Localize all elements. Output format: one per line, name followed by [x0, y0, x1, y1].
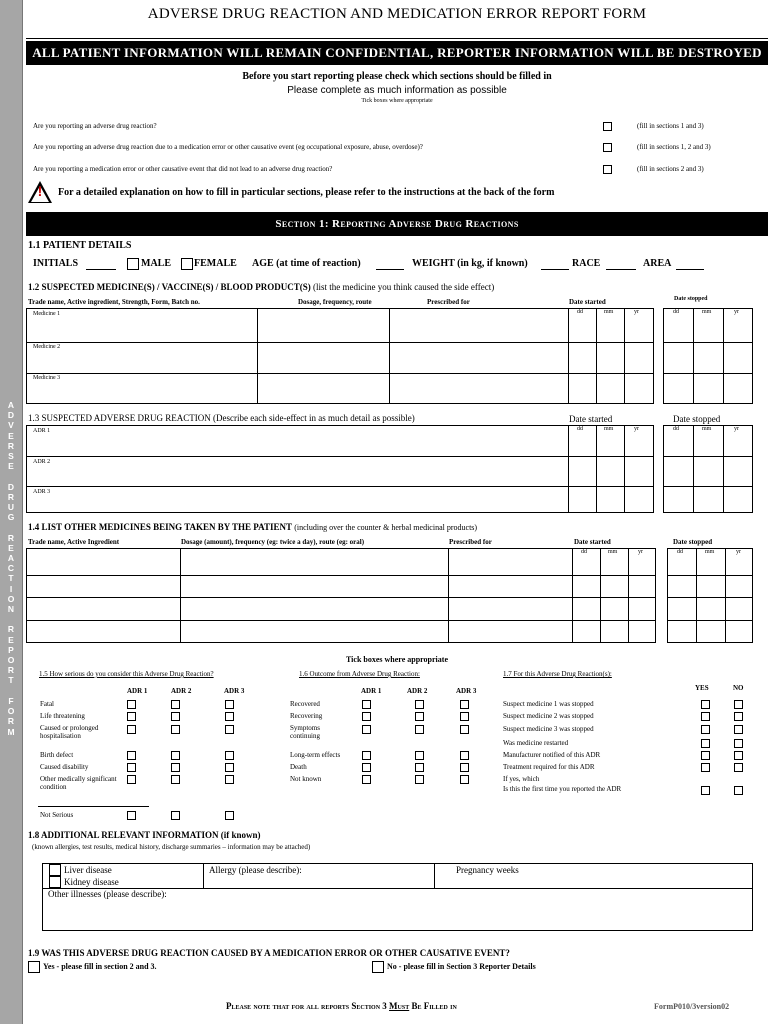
s14-col-trade: Trade name, Active Ingredient	[28, 538, 120, 546]
sidebar-letter: O	[7, 706, 15, 717]
s15-hospital-adr3[interactable]	[225, 725, 234, 734]
sidebar-letter: T	[8, 675, 14, 686]
s12-stopped-row-divider	[663, 373, 753, 374]
s15-birth-adr2[interactable]	[171, 751, 180, 760]
s16-death-adr1[interactable]	[362, 763, 371, 772]
s16-row-recovered: Recovered	[290, 700, 320, 708]
sidebar-letter	[0, 614, 22, 624]
form-sidebar	[0, 0, 23, 1024]
age-label: AGE (at time of reaction)	[252, 258, 361, 269]
s15-heading: 1.5 How serious do you consider this Adverse Drug Reaction?	[39, 670, 214, 678]
kidney-disease-label: Kidney disease	[64, 877, 119, 887]
s12-stop-dd: dd	[673, 309, 679, 315]
s18-note: (known allergies, test results, medical history, discharge summaries – information may be attached)	[32, 843, 311, 851]
s13-heading: 1.3 SUSPECTED ADVERSE DRUG REACTION	[28, 413, 211, 423]
s14-heading-wrap	[28, 522, 477, 532]
tick-boxes-note: Tick boxes where appropriate	[345, 655, 448, 664]
s16-row-recovering: Recovering	[290, 712, 323, 720]
s12-stopped-row-divider	[663, 342, 753, 343]
s14-col-prescribed: Prescribed for	[449, 538, 492, 546]
s11-heading: 1.1 PATIENT DETAILS	[28, 240, 132, 251]
s14-heading: 1.4 LIST OTHER MEDICINES BEING TAKEN BY THE PATIENT	[28, 522, 292, 532]
s12-col-dosage: Dosage, frequency, route	[298, 298, 372, 306]
s17-treatment-yes[interactable]	[701, 763, 710, 772]
male-checkbox[interactable]	[127, 258, 139, 270]
s15-row-life: Life threatening	[40, 712, 85, 720]
s13-col-stopped: Date stopped	[673, 414, 721, 424]
s17-med1-no[interactable]	[734, 700, 743, 709]
s17-row-which: If yes, which	[503, 775, 540, 783]
sidebar-letter: C	[7, 563, 15, 574]
area-field[interactable]	[676, 269, 704, 270]
section-1-header: Section 1: Reporting Adverse Drug Reactions	[26, 212, 768, 236]
s16-not-known-adr3[interactable]	[460, 775, 469, 784]
s16-not-known-adr1[interactable]	[362, 775, 371, 784]
s13-stopped-divider	[723, 425, 724, 513]
s13-divider	[568, 425, 569, 513]
s16-longterm-adr3[interactable]	[460, 751, 469, 760]
s13-yr: yr	[634, 426, 639, 432]
s14-stopped-table	[667, 548, 753, 643]
form-title: ADVERSE DRUG REACTION AND MEDICATION ERROR REPORT FORM	[147, 6, 647, 22]
medicine-3-label: Medicine 3	[33, 375, 61, 381]
s14-divider	[572, 548, 573, 643]
form-id: FormP010/3version02	[654, 1002, 730, 1011]
sidebar-letter: R	[7, 716, 15, 727]
s15-birth-adr1[interactable]	[127, 751, 136, 760]
s17-col-yes: YES	[695, 684, 709, 692]
sidebar-letter: P	[8, 644, 14, 655]
question-3: Are you reporting a medication error or other causative event that did not lead to an adverse drug reaction?	[33, 165, 333, 173]
question-2: Are you reporting an adverse drug reaction due to a medication error or other causative event (eg occupational exposure, abuse, overdose)?	[33, 143, 423, 151]
sidebar-letter: R	[7, 624, 15, 635]
s17-med2-no[interactable]	[734, 712, 743, 721]
s16-row-death: Death	[290, 763, 307, 771]
allergy-label: Allergy (please describe):	[209, 865, 302, 875]
s15-row-birth: Birth defect	[40, 751, 74, 759]
s12-dd: dd	[577, 309, 583, 315]
s17-heading: 1.7 For this Adverse Drug Reaction(s):	[503, 670, 612, 678]
adr-2-label: ADR 2	[33, 459, 51, 465]
s18-divider	[434, 863, 435, 888]
sidebar-vertical-title	[0, 400, 22, 737]
s14-stop-mm: mm	[705, 549, 715, 555]
s14-stop-dd: dd	[677, 549, 683, 555]
s14-divider	[180, 548, 181, 643]
sidebar-letter: D	[7, 410, 15, 421]
question-1-checkbox[interactable]	[603, 122, 612, 131]
s12-divider	[257, 308, 258, 404]
s15-birth-adr3[interactable]	[225, 751, 234, 760]
s17-med3-no[interactable]	[734, 725, 743, 734]
s15-fatal-adr1[interactable]	[127, 700, 136, 709]
weight-field[interactable]	[541, 269, 569, 270]
s15-hospital-adr2[interactable]	[171, 725, 180, 734]
sidebar-letter: D	[7, 481, 15, 492]
s12-divider	[568, 308, 569, 404]
race-label: RACE	[572, 258, 601, 269]
s14-table	[26, 548, 656, 643]
intro-line-2: Please complete as much information as possible	[287, 85, 507, 96]
s14-dd: dd	[581, 549, 587, 555]
s17-med1-yes[interactable]	[701, 700, 710, 709]
sidebar-letter: S	[8, 451, 14, 462]
s12-divider	[596, 308, 597, 404]
s18-heading: 1.8 ADDITIONAL RELEVANT INFORMATION (if known)	[28, 830, 261, 840]
s16-row-not-known: Not known	[290, 775, 322, 783]
s16-col-adr1: ADR 1	[361, 687, 382, 695]
warning-exclamation-icon: !	[37, 183, 43, 199]
sidebar-letter: R	[7, 665, 15, 676]
s17-treatment-no[interactable]	[734, 763, 743, 772]
s13-col-started: Date started	[569, 414, 613, 424]
s16-row-symptoms: Symptoms continuing	[290, 724, 320, 740]
s14-stop-yr: yr	[736, 549, 741, 555]
footer-note	[226, 1001, 457, 1011]
s12-divider	[624, 308, 625, 404]
footer-note-pre: Please note that for all reports Section 3	[226, 1001, 387, 1011]
sidebar-letter: G	[7, 512, 15, 523]
liver-disease-checkbox[interactable]	[49, 864, 61, 876]
s15-row-hospital: Caused or prolonged hospitalisation	[40, 724, 99, 740]
sidebar-letter: U	[7, 502, 15, 513]
sidebar-letter: E	[8, 430, 14, 441]
s12-stopped-divider	[723, 308, 724, 404]
sidebar-letter: N	[7, 604, 15, 615]
s12-stop-yr: yr	[734, 309, 739, 315]
s15-hospital-adr1[interactable]	[127, 725, 136, 734]
s15-disability-adr2[interactable]	[171, 763, 180, 772]
s14-col-started: Date started	[574, 538, 611, 546]
sidebar-letter	[0, 471, 22, 481]
s15-row-not-serious: Not Serious	[40, 811, 74, 819]
s13-heading-wrap	[28, 413, 415, 423]
s17-manufacturer-no[interactable]	[734, 751, 743, 760]
s16-not-known-adr2[interactable]	[415, 775, 424, 784]
sidebar-letter: R	[7, 532, 15, 543]
s17-row-manufacturer: Manufacturer notified of this ADR	[503, 751, 601, 759]
s15-col-adr2: ADR 2	[171, 687, 192, 695]
sidebar-letter: E	[8, 634, 14, 645]
s19-heading: 1.9 WAS THIS ADVERSE DRUG REACTION CAUSED BY A MEDICATION ERROR OR OTHER CAUSATIVE EVENT?	[28, 948, 510, 958]
s15-row-disability: Caused disability	[40, 763, 89, 771]
adr-1-label: ADR 1	[33, 428, 51, 434]
s12-stop-mm: mm	[702, 309, 712, 315]
footer-note-post: Be Filled in	[411, 1001, 457, 1011]
s17-row-med1: Suspect medicine 1 was stopped	[503, 700, 594, 708]
sidebar-letter: I	[9, 583, 13, 594]
s13-stopped-row-divider	[663, 486, 753, 487]
s12-col-prescribed: Prescribed for	[427, 298, 470, 306]
s17-col-no: NO	[733, 684, 744, 692]
s15-other-adr1[interactable]	[127, 775, 136, 784]
s15-fatal-adr3[interactable]	[225, 700, 234, 709]
female-label: FEMALE	[194, 258, 237, 269]
s16-col-adr3: ADR 3	[456, 687, 477, 695]
s15-separator	[38, 806, 149, 807]
s14-divider	[448, 548, 449, 643]
s16-longterm-adr2[interactable]	[415, 751, 424, 760]
s12-stopped-divider	[693, 308, 694, 404]
s14-stopped-row-divider	[667, 575, 753, 576]
s15-disability-adr3[interactable]	[225, 763, 234, 772]
s17-restarted-no[interactable]	[734, 739, 743, 748]
s15-not-serious-adr2[interactable]	[171, 811, 180, 820]
s12-heading-note: (list the medicine you think caused the side effect)	[312, 282, 495, 292]
s14-col-stopped: Date stopped	[673, 538, 713, 546]
question-2-checkbox[interactable]	[603, 143, 612, 152]
s16-recovered-adr2[interactable]	[415, 700, 424, 709]
s14-divider	[600, 548, 601, 643]
s16-recovered-adr3[interactable]	[460, 700, 469, 709]
medicine-2-label: Medicine 2	[33, 344, 61, 350]
race-field[interactable]	[606, 269, 636, 270]
s17-first-time-no[interactable]	[734, 786, 743, 795]
s15-col-adr3: ADR 3	[224, 687, 245, 695]
female-checkbox[interactable]	[181, 258, 193, 270]
s12-col-started: Date started	[569, 298, 606, 306]
s11-initials-label: INITIALS	[33, 258, 79, 269]
s13-stop-mm: mm	[702, 426, 712, 432]
s17-row-restarted: Was medicine restarted	[503, 739, 569, 747]
s13-stop-yr: yr	[734, 426, 739, 432]
s15-not-serious-adr3[interactable]	[225, 811, 234, 820]
s14-stopped-row-divider	[667, 597, 753, 598]
s16-symptoms-adr2[interactable]	[415, 725, 424, 734]
s14-stopped-divider	[696, 548, 697, 643]
s17-manufacturer-yes[interactable]	[701, 751, 710, 760]
s13-divider	[624, 425, 625, 513]
s15-row-fatal: Fatal	[40, 700, 54, 708]
sidebar-letter	[0, 522, 22, 532]
s15-other-adr3[interactable]	[225, 775, 234, 784]
medicine-1-label: Medicine 1	[33, 311, 61, 317]
s16-heading: 1.6 Outcome from Adverse Drug Reaction:	[299, 670, 420, 678]
s19-yes-checkbox[interactable]	[28, 961, 40, 973]
s15-col-adr1: ADR 1	[127, 687, 148, 695]
s13-stopped-divider	[693, 425, 694, 513]
intro-line-3: Tick boxes where appropriate	[361, 98, 433, 104]
s12-divider	[389, 308, 390, 404]
s12-stopped-table	[663, 308, 753, 404]
question-1: Are you reporting an adverse drug reaction?	[33, 122, 157, 130]
s14-yr: yr	[638, 549, 643, 555]
s14-divider	[628, 548, 629, 643]
weight-label: WEIGHT (in kg, if known)	[412, 258, 528, 269]
question-1-fill: (fill in sections 1 and 3)	[637, 122, 704, 130]
s12-col-trade: Trade name, Active ingredient, Strength, Form, Batch no.	[28, 298, 200, 306]
s12-row-divider	[26, 342, 654, 343]
s16-recovered-adr1[interactable]	[362, 700, 371, 709]
s14-col-dosage: Dosage (amount), frequency (eg: twice a day), route (eg: oral)	[181, 538, 365, 546]
s15-life-adr1[interactable]	[127, 712, 136, 721]
s13-divider	[596, 425, 597, 513]
s17-med3-yes[interactable]	[701, 725, 710, 734]
s17-restarted-yes[interactable]	[701, 739, 710, 748]
s15-disability-adr1[interactable]	[127, 763, 136, 772]
pregnancy-label: Pregnancy weeks	[456, 865, 519, 875]
sidebar-letter	[0, 686, 22, 696]
s16-longterm-adr1[interactable]	[362, 751, 371, 760]
s16-col-adr2: ADR 2	[407, 687, 428, 695]
s13-mm: mm	[604, 426, 614, 432]
question-3-checkbox[interactable]	[603, 165, 612, 174]
sidebar-letter: T	[8, 573, 14, 584]
s19-yes-label: Yes - please fill in section 2 and 3.	[43, 962, 157, 971]
other-illnesses-label: Other illnesses (please describe):	[48, 889, 167, 899]
confidentiality-banner: ALL PATIENT INFORMATION WILL REMAIN CONFIDENTIAL, REPORTER INFORMATION WILL BE DESTROYED	[26, 41, 768, 65]
s15-row-other: Other medically significant condition	[40, 775, 117, 791]
age-field[interactable]	[376, 269, 404, 270]
s12-row-divider	[26, 373, 654, 374]
s16-symptoms-adr1[interactable]	[362, 725, 371, 734]
s14-mm: mm	[608, 549, 618, 555]
s14-heading-note: (including over the counter & herbal medicinal products)	[294, 523, 478, 532]
footer-note-must: Must	[389, 1001, 410, 1011]
s15-life-adr3[interactable]	[225, 712, 234, 721]
sidebar-letter: R	[7, 491, 15, 502]
sidebar-letter: R	[7, 440, 15, 451]
s16-row-longterm: Long-term effects	[290, 751, 341, 759]
s13-row-divider	[26, 486, 654, 487]
s16-death-adr3[interactable]	[460, 763, 469, 772]
intro-line-1: Before you start reporting please check which sections should be filled in	[242, 71, 552, 82]
sidebar-letter: F	[8, 695, 14, 706]
s17-row-med3: Suspect medicine 3 was stopped	[503, 725, 594, 733]
s19-no-checkbox[interactable]	[372, 961, 384, 973]
kidney-disease-checkbox[interactable]	[49, 876, 61, 888]
adr-3-label: ADR 3	[33, 489, 51, 495]
s14-row-divider	[26, 575, 656, 576]
s13-stop-dd: dd	[673, 426, 679, 432]
s15-fatal-adr2[interactable]	[171, 700, 180, 709]
s13-table	[26, 425, 654, 513]
s15-other-adr2[interactable]	[171, 775, 180, 784]
s15-life-adr2[interactable]	[171, 712, 180, 721]
s17-row-med2: Suspect medicine 2 was stopped	[503, 712, 594, 720]
sidebar-letter: E	[8, 542, 14, 553]
sidebar-letter: M	[7, 726, 15, 737]
sidebar-letter: O	[7, 655, 15, 666]
s13-dd: dd	[577, 426, 583, 432]
s17-first-time-yes[interactable]	[701, 786, 710, 795]
s17-row-first-time: Is this the first time you reported the ADR	[503, 785, 622, 793]
s12-col-stopped: Date stopped	[674, 296, 708, 302]
initials-field[interactable]	[86, 269, 116, 270]
s17-row-treatment: Treatment required for this ADR	[503, 763, 595, 771]
question-3-fill: (fill in sections 2 and 3)	[637, 165, 704, 173]
s16-recovering-adr1[interactable]	[362, 712, 371, 721]
s16-recovering-adr2[interactable]	[415, 712, 424, 721]
s18-divider	[203, 863, 204, 888]
s12-mm: mm	[604, 309, 614, 315]
s16-death-adr2[interactable]	[415, 763, 424, 772]
s13-heading-note: (Describe each side-effect in as much detail as possible)	[213, 413, 415, 423]
s12-table	[26, 308, 654, 404]
s13-stopped-table	[663, 425, 753, 513]
s13-stopped-row-divider	[663, 456, 753, 457]
sidebar-letter: O	[7, 593, 15, 604]
sidebar-letter: A	[7, 400, 15, 410]
area-label: AREA	[643, 258, 672, 269]
question-2-fill: (fill in sections 1, 2 and 3)	[637, 143, 711, 151]
s15-not-serious-adr1[interactable]	[127, 811, 136, 820]
s19-no-label: No - please fill in Section 3 Reporter Details	[387, 962, 536, 971]
s16-symptoms-adr3[interactable]	[460, 725, 469, 734]
s12-heading-wrap	[28, 282, 494, 292]
liver-disease-label: Liver disease	[64, 865, 112, 875]
s14-row-divider	[26, 620, 656, 621]
s13-row-divider	[26, 456, 654, 457]
s12-heading: 1.2 SUSPECTED MEDICINE(S) / VACCINE(S) / BLOOD PRODUCT(S)	[28, 282, 311, 292]
male-label: MALE	[141, 258, 171, 269]
s17-med2-yes[interactable]	[701, 712, 710, 721]
instructions-note: For a detailed explanation on how to fill in particular sections, please refer to the instructions at the back of the form	[58, 187, 555, 198]
s14-row-divider	[26, 597, 656, 598]
s14-stopped-row-divider	[667, 620, 753, 621]
sidebar-letter: A	[7, 553, 15, 564]
s12-yr: yr	[634, 309, 639, 315]
s16-recovering-adr3[interactable]	[460, 712, 469, 721]
s14-stopped-divider	[725, 548, 726, 643]
title-rule	[26, 38, 768, 39]
sidebar-letter: E	[8, 461, 14, 472]
sidebar-letter: V	[8, 420, 14, 431]
